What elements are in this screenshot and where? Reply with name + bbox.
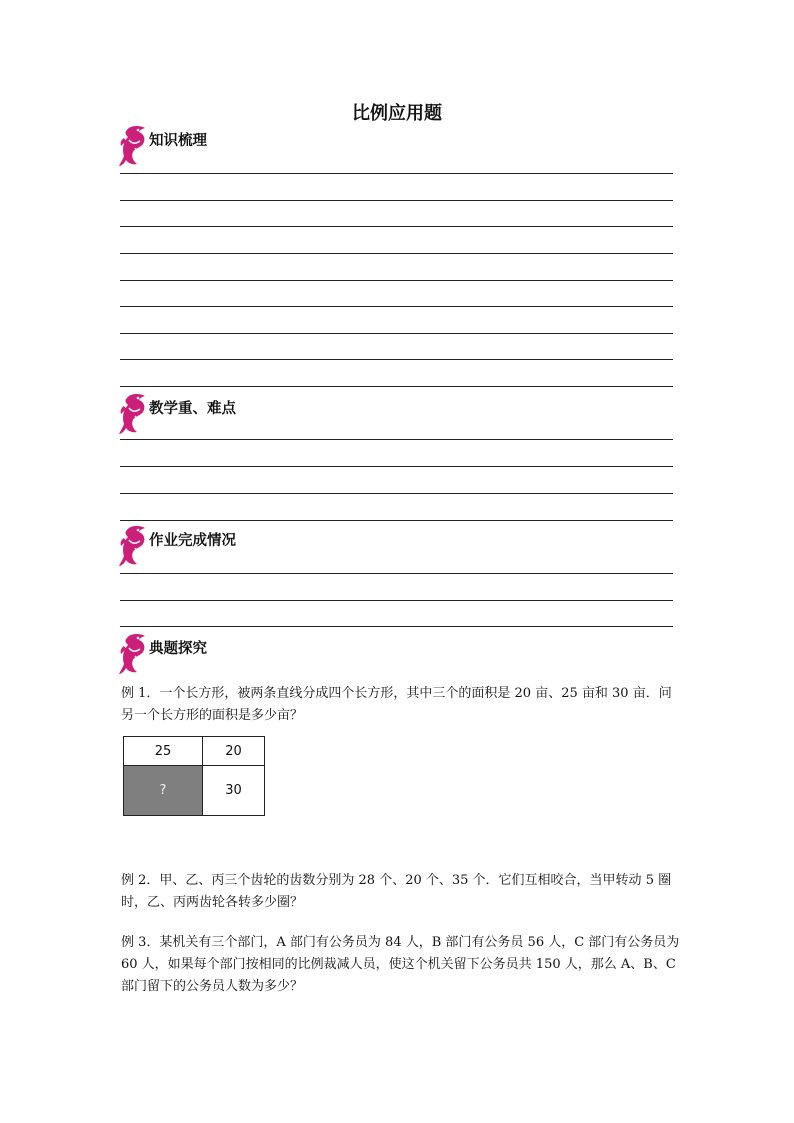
writing-line [120,226,673,227]
writing-line [120,626,673,627]
area-diagram [123,736,265,816]
writing-line [120,173,673,174]
cell-bottom-left-unknown: ? [123,765,203,816]
writing-line [120,520,673,521]
writing-line [120,359,673,360]
section-key-points-title: 教学重、难点 [149,401,236,417]
writing-line [120,439,673,440]
writing-line [120,306,673,307]
writing-line [120,573,673,574]
problem-3: 例 3．某机关有三个部门，A 部门有公务员为 84 人，B 部门有公务员 56 人，C 部门有公务员为 60 人，如果每个部门按相同的比例裁减人员，使这个机关留下公务员共 150 人，那么 A、B、C 部门留下的公务员人数为多少？ [121,935,680,994]
writing-line [120,253,673,254]
dolphin-icon [118,124,148,168]
writing-line [120,600,673,601]
cell-top-left: 25 [123,736,203,766]
section-examples-title: 典题探究 [149,641,207,657]
writing-line [120,386,673,387]
writing-line [120,200,673,201]
cell-bottom-right: 30 [202,765,265,816]
section-knowledge-title: 知识梳理 [149,133,207,149]
dolphin-icon [118,632,148,676]
writing-line [120,333,673,334]
writing-line [120,493,673,494]
section-homework-title: 作业完成情况 [149,533,236,549]
problem-2: 例 2．甲、乙、丙三个齿轮的齿数分别为 28 个、20 个、35 个．它们互相咬合，当甲转动 5 圈时，乙、丙两齿轮各转多少圈？ [121,873,672,910]
writing-line [120,466,673,467]
dolphin-icon [118,524,148,568]
writing-line [120,280,673,281]
problem-1: 例 1．一个长方形，被两条直线分成四个长方形，其中三个的面积是 20 亩、25 亩和 30 亩．问另一个长方形的面积是多少亩？ [121,686,672,723]
dolphin-icon [118,392,148,436]
page-title: 比例应用题 [352,103,442,124]
cell-top-right: 20 [202,736,265,766]
